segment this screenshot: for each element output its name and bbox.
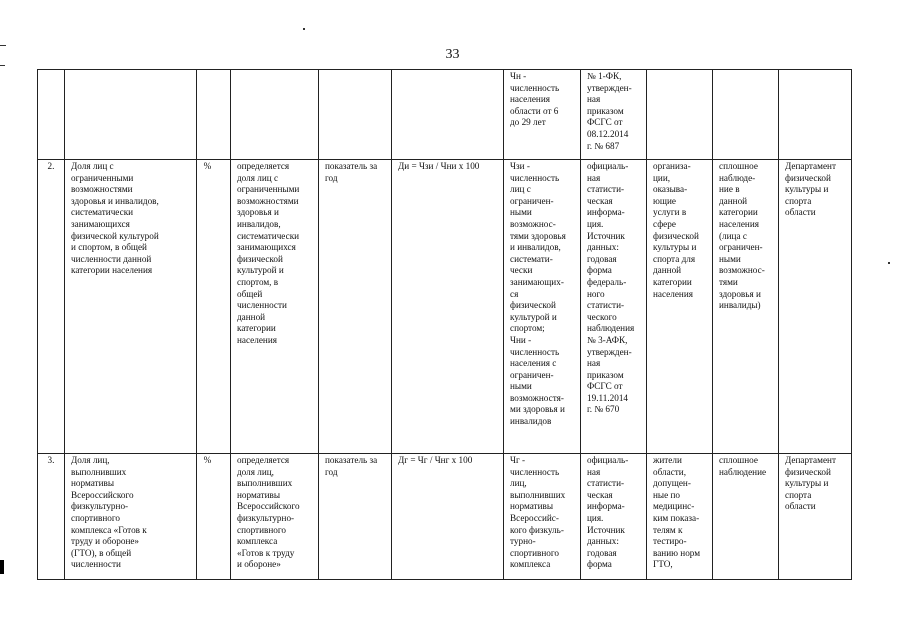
scan-mark	[888, 262, 890, 264]
unit-of-measure: %	[197, 160, 231, 454]
responsible-body	[779, 70, 852, 160]
time-characteristic: показатель за год	[319, 160, 392, 454]
table-row	[38, 160, 852, 454]
indicators-table	[37, 69, 852, 580]
indicator-definition: определяется доля лиц, выполнивших нормативы Всероссийского физкультурно- спортивного комплекса «Готов к труду и обороне»	[231, 454, 319, 580]
indicator-definition	[231, 70, 319, 160]
data-source: официаль- ная статисти- ческая информа- ция. Источник данных: годовая форма	[581, 454, 647, 580]
indicator-name	[65, 70, 197, 160]
page-number: 33	[445, 47, 460, 62]
observation-unit: жители области, допущен- ные по медицинс- ким показа- телям к тестиро- ванию норм ГТО,	[647, 454, 713, 580]
basic-indicators: Чн - численность населения области от 6 до 29 лет	[504, 70, 581, 160]
row-number: 3.	[38, 454, 65, 580]
basic-indicators: Чзи - численность лиц с ограничен- ными возможнос- тями здоровья и инвалидов, системати- чески занимающих- ся физической культурой и спортом; Чни - численность населения с ограничен- ными возможностя- ми здоровья и инвалидов	[504, 160, 581, 454]
unit-of-measure: %	[197, 454, 231, 580]
calculation-formula	[392, 70, 504, 160]
table-row	[38, 70, 852, 160]
observation-unit: организа- ции, оказыва- ющие услуги в сфере физической культуры и спорта для данной категории населения	[647, 160, 713, 454]
responsible-body: Департамент физической культуры и спорта области	[779, 160, 852, 454]
table-row	[38, 454, 852, 580]
time-characteristic	[319, 70, 392, 160]
calculation-formula: Дг = Чг / Чнг х 100	[392, 454, 504, 580]
data-source: № 1-ФК, утвержден- ная приказом ФСГС от 08.12.2014 г. № 687	[581, 70, 647, 160]
data-source: официаль- ная статисти- ческая информа- ция. Источник данных: годовая форма федераль- ного статисти- ческого наблюдения № 3-АФК, утвержден- ная приказом ФСГС от 19.11.2014 г. № 670	[581, 160, 647, 454]
scan-mark	[0, 560, 4, 574]
row-number: 2.	[38, 160, 65, 454]
observation-coverage: сплошное наблюдение	[713, 454, 779, 580]
scan-mark	[303, 28, 305, 30]
responsible-body: Департамент физической культуры и спорта области	[779, 454, 852, 580]
scan-mark	[0, 45, 6, 46]
row-number	[38, 70, 65, 160]
unit-of-measure	[197, 70, 231, 160]
time-characteristic: показатель за год	[319, 454, 392, 580]
observation-coverage: сплошное наблюде- ние в данной категории населения (лица с ограничен- ными возможнос- тями здоровья и инвалиды)	[713, 160, 779, 454]
basic-indicators: Чг - численность лиц, выполнивших нормативы Всероссийс- кого физкуль- турно- спортивного комплекса	[504, 454, 581, 580]
indicator-definition: определяется доля лиц с ограниченными возможностями здоровья и инвалидов, систематически занимающихся физической культурой и спортом, в общей численности данной категории населения	[231, 160, 319, 454]
observation-coverage	[713, 70, 779, 160]
observation-unit	[647, 70, 713, 160]
calculation-formula: Ди = Чзи / Чни х 100	[392, 160, 504, 454]
scan-mark	[0, 65, 5, 66]
indicator-name: Доля лиц, выполнивших нормативы Всероссийского физкультурно- спортивного комплекса «Готов к труду и обороне» (ГТО), в общей численности	[65, 454, 197, 580]
indicator-name: Доля лиц с ограниченными возможностями здоровья и инвалидов, систематически занимающихся физической культурой и спортом, в общей численности данной категории населения	[65, 160, 197, 454]
